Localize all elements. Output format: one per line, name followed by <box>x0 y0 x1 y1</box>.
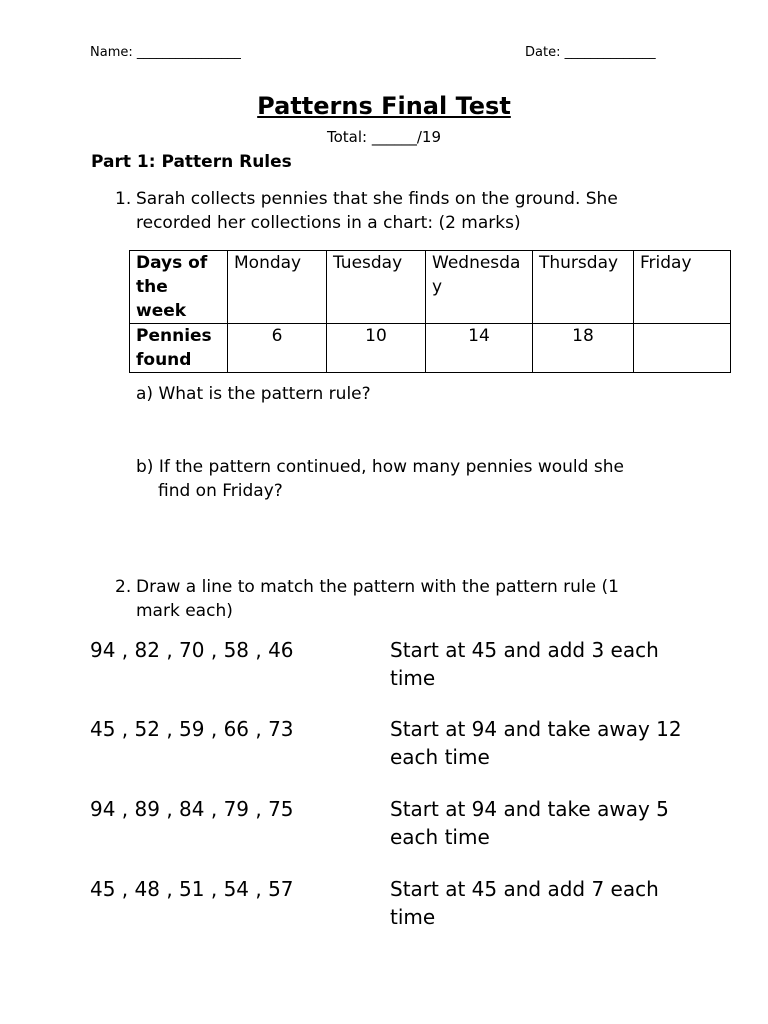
pattern-item[interactable]: 94 , 82 , 70 , 58 , 46 <box>90 638 294 662</box>
rule-item[interactable]: Start at 94 and take away 5 each time <box>390 797 669 849</box>
question-2-text: Draw a line to match the pattern with the pattern rule (1 mark each) <box>136 577 619 621</box>
question-1b-line2: find on Friday? <box>158 481 283 501</box>
table-cell-friday-value[interactable] <box>634 324 731 373</box>
total-score-line: Total: ______/19 <box>327 128 441 146</box>
pattern-item[interactable]: 94 , 89 , 84 , 79 , 75 <box>90 797 294 821</box>
question-1b <box>136 455 676 503</box>
table-cell-tuesday-value: 10 <box>327 324 426 373</box>
table-cell-wednesday: Wednesday <box>426 251 533 324</box>
table-cell-tuesday: Tuesday <box>327 251 426 324</box>
page-title: Patterns Final Test <box>257 92 511 120</box>
name-field-line: Name: ________________ <box>90 45 241 60</box>
table-cell-days-header: Days of the week <box>130 251 228 324</box>
pattern-item[interactable]: 45 , 52 , 59 , 66 , 73 <box>90 717 294 741</box>
table-cell-thursday: Thursday <box>533 251 634 324</box>
table-row <box>130 324 731 373</box>
pattern-item[interactable]: 45 , 48 , 51 , 54 , 57 <box>90 877 294 901</box>
part1-heading: Part 1: Pattern Rules <box>91 152 292 172</box>
table-cell-thursday-value: 18 <box>533 324 634 373</box>
question-1-text: Sarah collects pennies that she finds on the ground. She recorded her collections in a chart: (2 marks) <box>136 189 618 233</box>
rule-item[interactable]: Start at 94 and take away 12 each time <box>390 717 682 769</box>
table-row <box>130 251 731 324</box>
rule-item[interactable]: Start at 45 and add 3 each time <box>390 638 659 690</box>
table-cell-pennies-header: Pennies found <box>130 324 228 373</box>
pennies-table <box>129 250 731 373</box>
table-cell-wednesday-value: 14 <box>426 324 533 373</box>
table-cell-monday-value: 6 <box>228 324 327 373</box>
rule-item[interactable]: Start at 45 and add 7 each time <box>390 877 659 929</box>
table-cell-friday: Friday <box>634 251 731 324</box>
question-1b-line1: b) If the pattern continued, how many pennies would she <box>136 457 624 477</box>
table-cell-monday: Monday <box>228 251 327 324</box>
question-2-number: 2. <box>115 577 132 597</box>
question-1a: a) What is the pattern rule? <box>136 384 371 404</box>
date-field-line: Date: ______________ <box>525 45 656 60</box>
question-1-number: 1. <box>115 189 132 209</box>
